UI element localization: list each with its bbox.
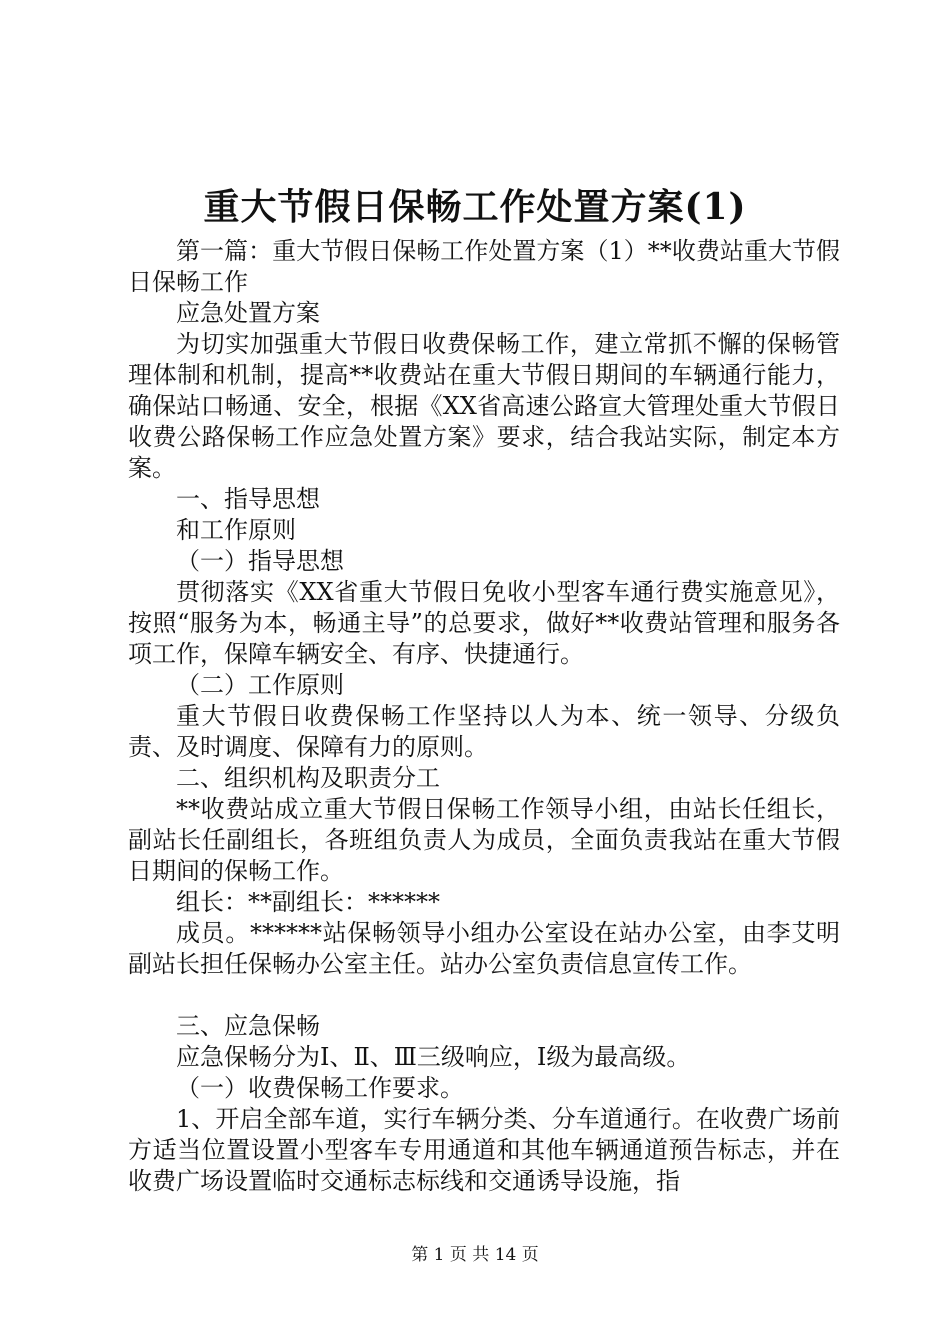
paragraph: 组长：**副组长：******: [176, 888, 440, 916]
paragraph: 贯彻落实《XX省重大节假日免收小型客车通行费实施意见》，按照“服务为本，畅通主导”的总要求，做好**收费站管理和服务各项工作，保障车辆安全、有序、快捷通行。: [128, 578, 840, 668]
paragraph: 三、应急保畅: [176, 1012, 320, 1040]
paragraph: 应急保畅分为Ⅰ、Ⅱ、Ⅲ三级响应，Ⅰ级为最高级。: [176, 1043, 691, 1071]
document-body: [128, 236, 840, 1197]
page-footer: 第 1 页 共 14 页: [411, 1245, 539, 1265]
document-title: 重大节假日保畅工作处置方案(1): [203, 186, 747, 228]
paragraph: 二、组织机构及职责分工: [176, 764, 440, 792]
paragraph: （一）指导思想: [176, 547, 344, 575]
paragraph: [128, 980, 840, 1011]
paragraph: 成员。******站保畅领导小组办公室设在站办公室，由李艾明副站长担任保畅办公室主任。站办公室负责信息宣传工作。: [128, 919, 840, 978]
paragraph: **收费站成立重大节假日保畅工作领导小组，由站长任组长，副站长任副组长，各班组负责人为成员，全面负责我站在重大节假日期间的保畅工作。: [128, 795, 840, 885]
paragraph: 第一篇：重大节假日保畅工作处置方案（1）**收费站重大节假日保畅工作: [128, 237, 840, 296]
paragraph: 应急处置方案: [176, 299, 320, 327]
paragraph: 和工作原则: [176, 516, 296, 544]
paragraph: 重大节假日收费保畅工作坚持以人为本、统一领导、分级负责、及时调度、保障有力的原则。: [128, 702, 840, 761]
paragraph: （二）工作原则: [176, 671, 344, 699]
paragraph: 一、指导思想: [176, 485, 320, 513]
paragraph: （一）收费保畅工作要求。: [176, 1074, 464, 1102]
paragraph: 1、开启全部车道，实行车辆分类、分车道通行。在收费广场前方适当位置设置小型客车专用通道和其他车辆通道预告标志，并在收费广场设置临时交通标志标线和交通诱导设施，指: [128, 1105, 840, 1195]
paragraph: 为切实加强重大节假日收费保畅工作，建立常抓不懈的保畅管理体制和机制，提高**收费站在重大节假日期间的车辆通行能力，确保站口畅通、安全，根据《XX省高速公路宣大管理处重大节假日收费公路保畅工作应急处置方案》要求，结合我站实际，制定本方案。: [128, 330, 840, 482]
